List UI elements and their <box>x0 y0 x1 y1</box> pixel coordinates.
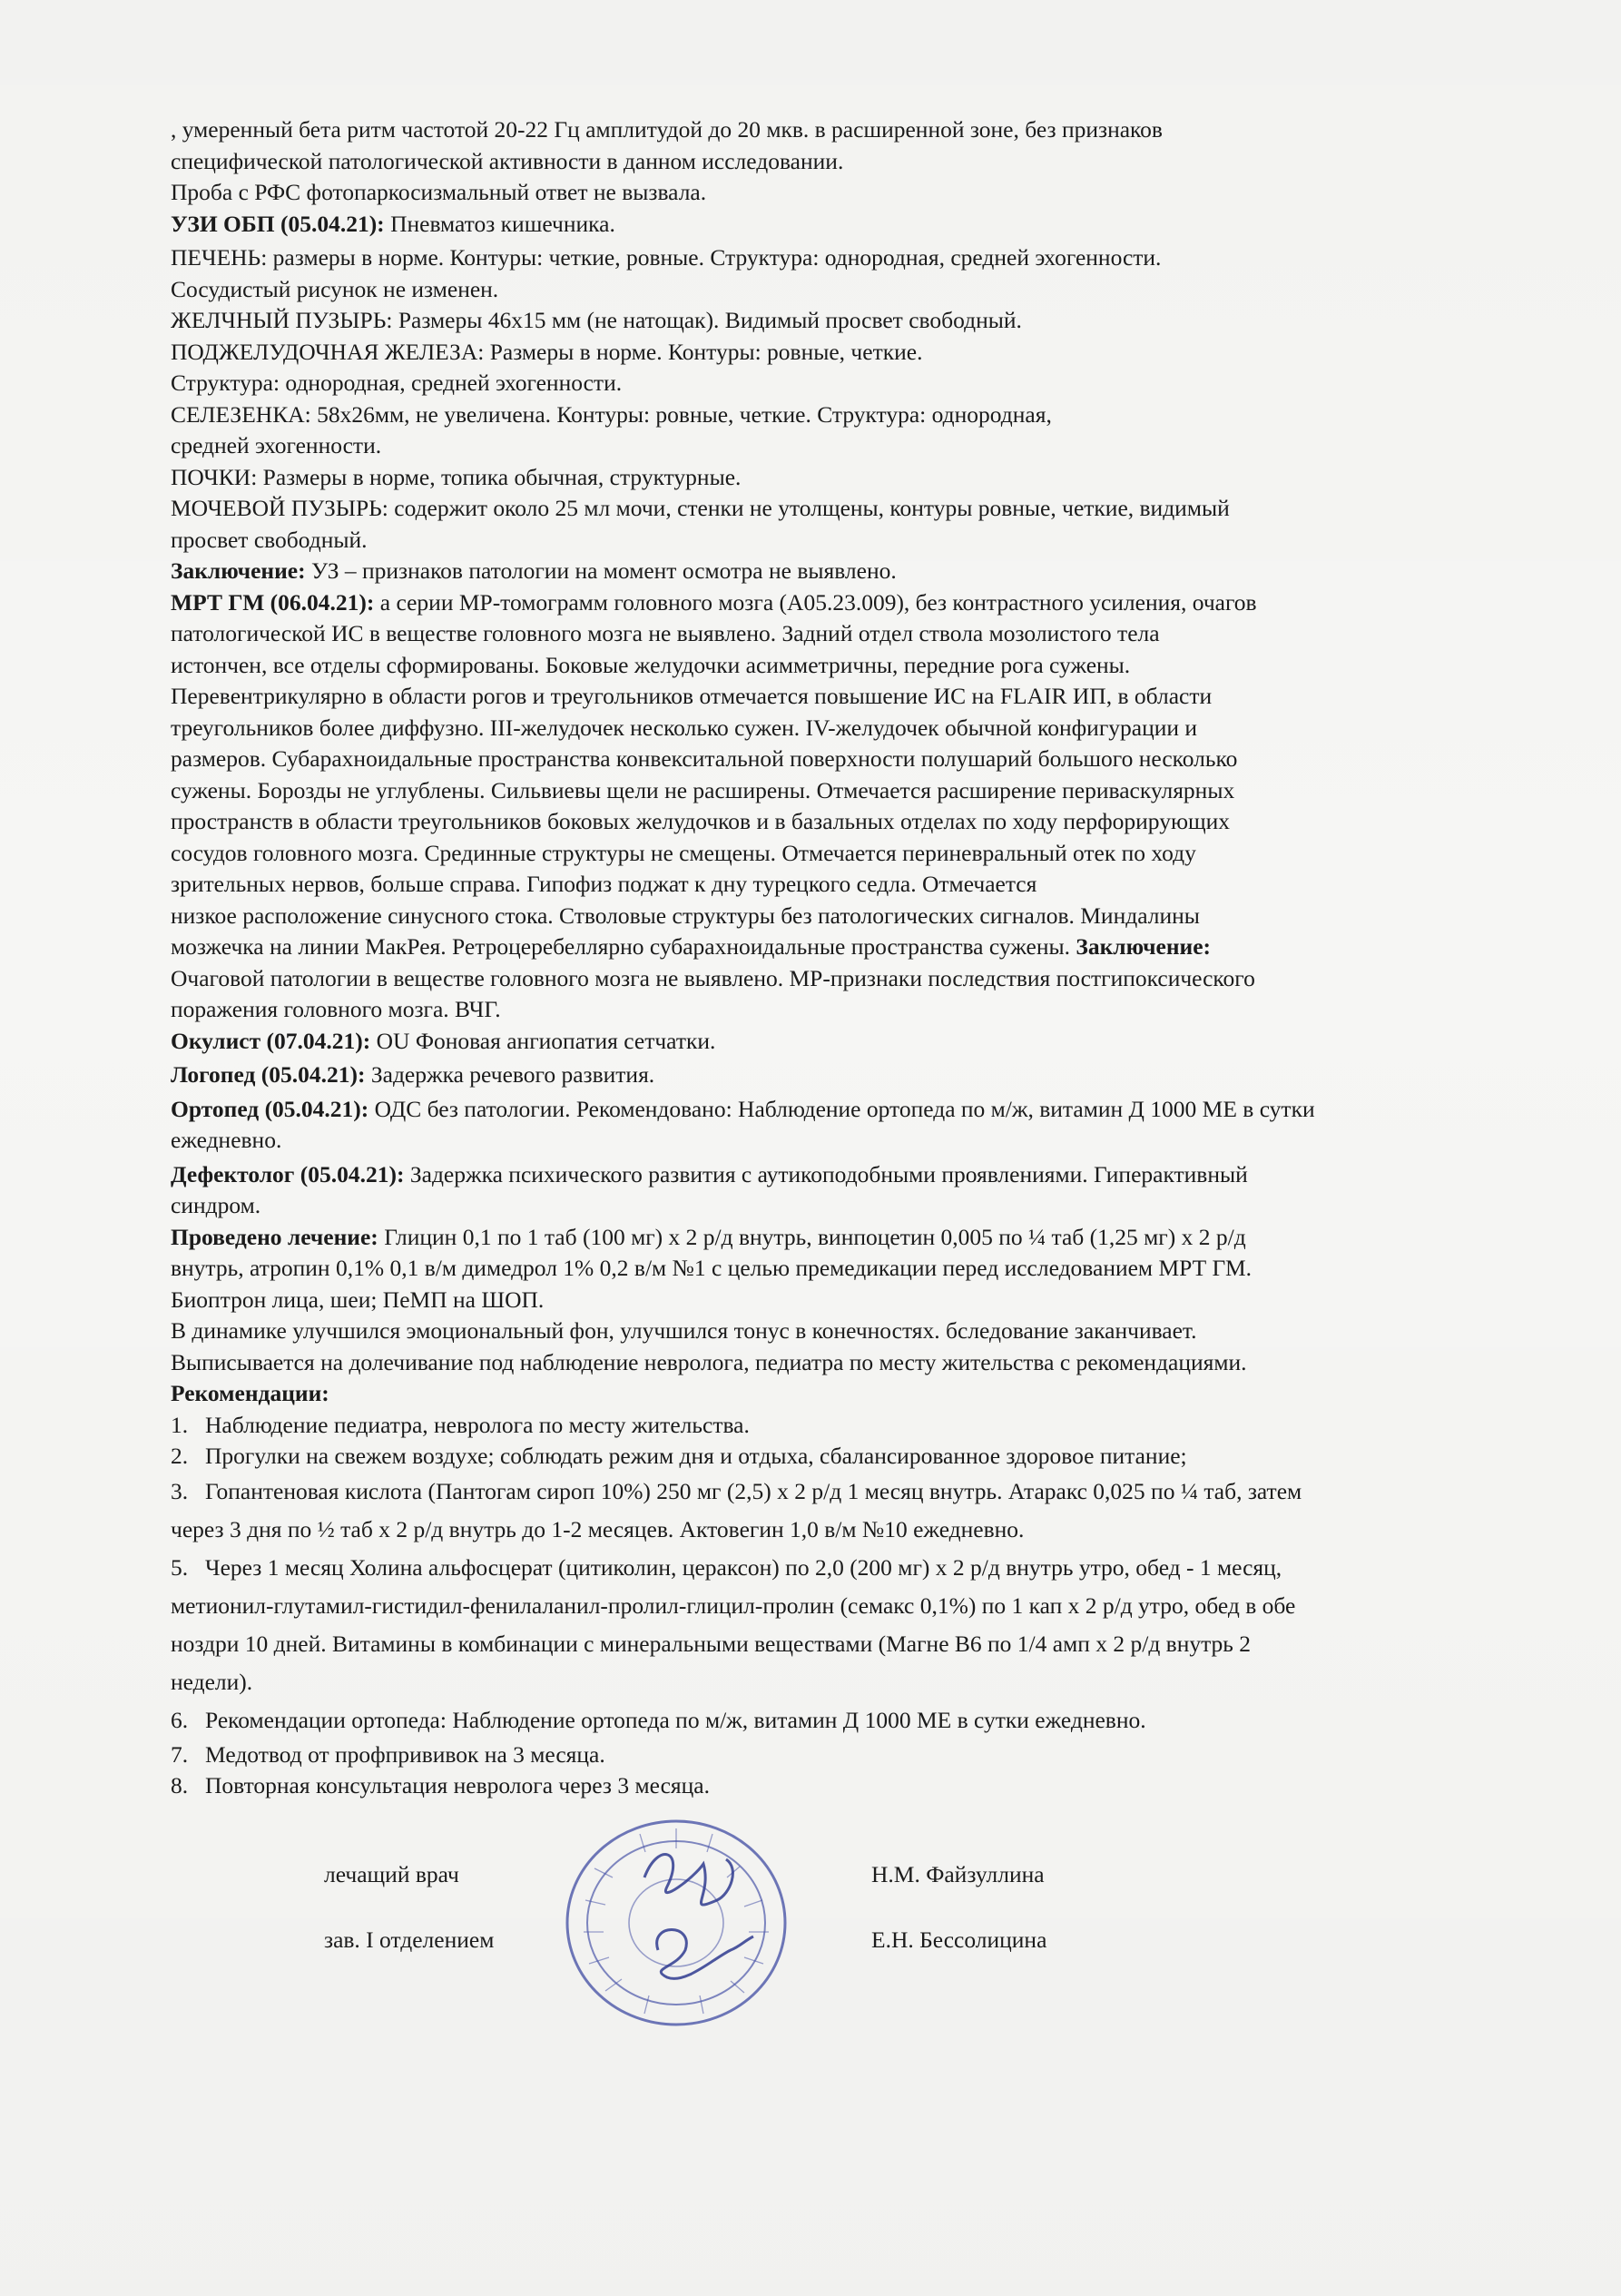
item-number: 1. <box>171 1411 189 1438</box>
eeg-line: специфической патологической активности в данном исследовании. <box>171 147 844 174</box>
department-head-name: Е.Н. Бессолицина <box>871 1926 1047 1953</box>
treatment-line: Биоптрон лица, шеи; ПеМП на ШОП. <box>171 1286 545 1313</box>
list-item <box>171 1770 1505 1802</box>
attending-doctor-label: лечащий врач <box>324 1861 459 1887</box>
list-item <box>171 1441 1505 1473</box>
treatment-line: внутрь, атропин 0,1% 0,1 в/м димедрол 1% 0,2 в/м №1 с целью премедикации перед исследованием МРТ ГМ. <box>171 1255 1253 1281</box>
mrt-paragraph <box>171 587 1505 619</box>
item-text: Рекомендации ортопеда: Наблюдение ортопеда по м/ж, витамин Д 1000 МЕ в сутки ежедневно. <box>205 1706 1146 1733</box>
item-text: ноздри 10 дней. Витамины в комбинации с минеральными веществами (Магне В6 по 1/4 амп х 2 р/д внутрь 2 <box>171 1630 1252 1657</box>
list-item <box>171 1410 1505 1442</box>
uzi-heading <box>171 209 1505 241</box>
logoped-consult <box>171 1059 1505 1091</box>
item-text: Прогулки на свежем воздухе; соблюдать режим дня и отдыха, сбалансированное здоровое питание; <box>205 1443 1187 1469</box>
item-text: недели). <box>171 1668 253 1695</box>
item-number: 2. <box>171 1443 189 1469</box>
dynamics-line: Выписывается на долечивание под наблюдение невролога, педиатра по месту жительства с рекомендациями. <box>171 1348 1247 1375</box>
mrt-line: поражения головного мозга. ВЧГ. <box>171 996 501 1022</box>
item-text: Повторная консультация невролога через 3 месяца. <box>205 1772 710 1798</box>
mrt-line: сосудов головного мозга. Срединные структуры не смещены. Отмечается периневральный отек по ходу <box>171 839 1196 866</box>
dynamics-line: В динамике улучшился эмоциональный фон, улучшился тонус в конечностях. бследование заканчивает. <box>171 1317 1197 1344</box>
uzi-spleen: средней эхогенности. <box>171 432 382 458</box>
ortho-consult-cont: ежедневно. <box>171 1127 282 1153</box>
mrt-line: зрительных нервов, больше справа. Гипофиз поджат к дну турецкого седла. Отмечается <box>171 871 1037 897</box>
discharge-summary-body <box>171 114 1505 1802</box>
uzi-gallbladder: ЖЕЛЧНЫЙ ПУЗЫРЬ: Размеры 46х15 мм (не натощак). Видимый просвет свободный. <box>171 307 1022 333</box>
item-text: Через 1 месяц Холина альфосцерат (цитиколин, цераксон) по 2,0 (200 мг) х 2 р/д внутрь утро, обед - 1 месяц, <box>205 1553 1282 1581</box>
item-number: 8. <box>171 1772 189 1798</box>
mrt-label: МРТ ГМ (06.04.21): <box>171 588 375 616</box>
mrt-line: сужены. Борозды не углублены. Сильвиевы щели не расширены. Отмечается расширение периваскулярных <box>171 776 1235 803</box>
eeg-line: , умеренный бета ритм частотой 20-22 Гц амплитудой до 20 мкв. в расширенной зоне, без признаков <box>171 116 1163 143</box>
mrt-line: истончен, все отделы сформированы. Боковые желудочки асимметричны, передние рога сужены. <box>171 651 1131 678</box>
mrt-line <box>171 931 1505 963</box>
attending-doctor-name: Н.М. Файзуллина <box>871 1861 1045 1887</box>
uzi-pancreas: Структура: однородная, средней эхогенности. <box>171 370 623 396</box>
oculist-text: OU Фоновая ангиопатия сетчатки. <box>370 1027 716 1054</box>
defect-consult-cont: синдром. <box>171 1192 261 1218</box>
list-item-cont <box>171 1511 1505 1549</box>
item-text: Гопантеновая кислота (Пантогам сироп 10%) 250 мг (2,5) х 2 р/д 1 месяц внутрь. Атаракс 0,025 по ¼ таб, затем <box>205 1477 1302 1504</box>
mrt-line: патологической ИС в веществе головного мозга не выявлено. Задний отдел ствола мозолистого тела <box>171 620 1160 646</box>
item-number: 7. <box>171 1740 189 1768</box>
uzi-liver: ПЕЧЕНЬ: размеры в норме. Контуры: четкие, ровные. Структура: однородная, средней эхогенности. <box>171 244 1162 271</box>
recommendations-list <box>171 1410 1505 1802</box>
treatment-text: Глицин 0,1 по 1 таб (100 мг) х 2 р/д внутрь, винпоцетин 0,005 по ¼ таб (1,25 мг) х 2 р/д <box>378 1223 1246 1250</box>
list-item <box>171 1549 1505 1587</box>
defect-consult <box>171 1159 1505 1191</box>
item-number: 6. <box>171 1706 189 1733</box>
uzi-spleen: СЕЛЕЗЕНКА: 58х26мм, не увеличена. Контуры: ровные, четкие. Структура: однородная, <box>171 400 1052 428</box>
list-item <box>171 1701 1505 1739</box>
mrt-text: мозжечка на линии МакРея. Ретроцеребеллярно субарахноидальные пространства сужены. <box>171 933 1076 960</box>
uzi-liver: Сосудистый рисунок не изменен. <box>171 275 499 302</box>
mrt-line: Очаговой патологии в веществе головного мозга не выявлено. МР-признаки последствия постгипоксического <box>171 964 1255 991</box>
item-number: 5. <box>171 1553 189 1581</box>
mrt-line: пространств в области треугольников боковых желудочков и в базальных отделах по ходу перфорирующих <box>171 808 1231 834</box>
logoped-label: Логопед (05.04.21): <box>171 1061 366 1088</box>
uzi-pancreas: ПОДЖЕЛУДОЧНАЯ ЖЕЛЕЗА: Размеры в норме. Контуры: ровные, четкие. <box>171 338 923 365</box>
uzi-conclusion <box>171 556 1505 587</box>
mrt-text: а серии МР-томограмм головного мозга (А05.23.009), без контрастного усиления, очагов <box>374 588 1257 616</box>
mrt-line: треугольников более диффузно. III-желудочек несколько сужен. IV-желудочек обычной конфигурации и <box>171 714 1198 741</box>
oculist-label: Окулист (07.04.21): <box>171 1027 371 1054</box>
treatment <box>171 1222 1505 1254</box>
uzi-bladder: просвет свободный. <box>171 526 368 553</box>
item-text: Медотвод от профпрививок на 3 месяца. <box>205 1740 605 1768</box>
mrt-line: Перевентрикулярно в области рогов и треугольников отмечается повышение ИС на FLAIR ИП, в области <box>171 683 1213 709</box>
eeg-photo-test: Проба с РФС фотопаркосизмальный ответ не вызвала. <box>171 179 707 205</box>
item-text: Наблюдение педиатра, невролога по месту жительства. <box>205 1411 750 1438</box>
mrt-line: низкое расположение синусного стока. Стволовые структуры без патологических сигналов. Миндалины <box>171 902 1200 929</box>
signature-block <box>0 1816 1621 2052</box>
round-seal-stamp-icon <box>558 1814 794 2032</box>
ortho-label: Ортопед (05.04.21): <box>171 1095 369 1122</box>
recommendations-heading: Рекомендации: <box>171 1380 329 1406</box>
mrt-line: размеров. Субарахноидальные пространства конвекситальной поверхности полушарий большого несколько <box>171 745 1238 772</box>
uzi-label: УЗИ ОБП (05.04.21): <box>171 210 385 237</box>
department-head-label: зав. I отделением <box>324 1926 495 1953</box>
item-text: через 3 дня по ½ таб х 2 р/д внутрь до 1-2 месяцев. Актовегин 1,0 в/м №10 ежедневно. <box>171 1515 1025 1542</box>
item-number: 3. <box>171 1477 189 1504</box>
logoped-text: Задержка речевого развития. <box>365 1061 655 1088</box>
list-item-cont <box>171 1587 1505 1625</box>
list-item <box>171 1473 1505 1511</box>
treatment-label: Проведено лечение: <box>171 1223 378 1250</box>
conclusion-label: Заключение: <box>171 557 306 584</box>
oculist-consult <box>171 1026 1505 1058</box>
list-item-cont <box>171 1663 1505 1701</box>
uzi-summary: Пневматоз кишечника. <box>384 210 615 237</box>
list-item-cont <box>171 1625 1505 1663</box>
conclusion-text: УЗ – признаков патологии на момент осмотра не выявлено. <box>305 557 897 584</box>
list-item <box>171 1739 1505 1771</box>
uzi-kidneys: ПОЧКИ: Размеры в норме, топика обычная, структурные. <box>171 463 742 490</box>
item-text: метионил-глутамил-гистидил-фенилаланил-пролил-глицил-пролин (семакс 0,1%) по 1 кап х 2 р/д утро, обед в обе <box>171 1591 1296 1619</box>
ortho-text: ОДС без патологии. Рекомендовано: Наблюдение ортопеда по м/ж, витамин Д 1000 МЕ в сутки <box>368 1095 1315 1122</box>
defect-text: Задержка психического развития с аутикоподобными проявлениями. Гиперактивный <box>404 1160 1248 1187</box>
uzi-bladder: МОЧЕВОЙ ПУЗЫРЬ: содержит около 25 мл мочи, стенки не утолщены, контуры ровные, четкие, видимый <box>171 495 1230 521</box>
defect-label: Дефектолог (05.04.21): <box>171 1160 405 1187</box>
mrt-conclusion-label: Заключение: <box>1076 933 1212 960</box>
ortho-consult <box>171 1094 1505 1126</box>
